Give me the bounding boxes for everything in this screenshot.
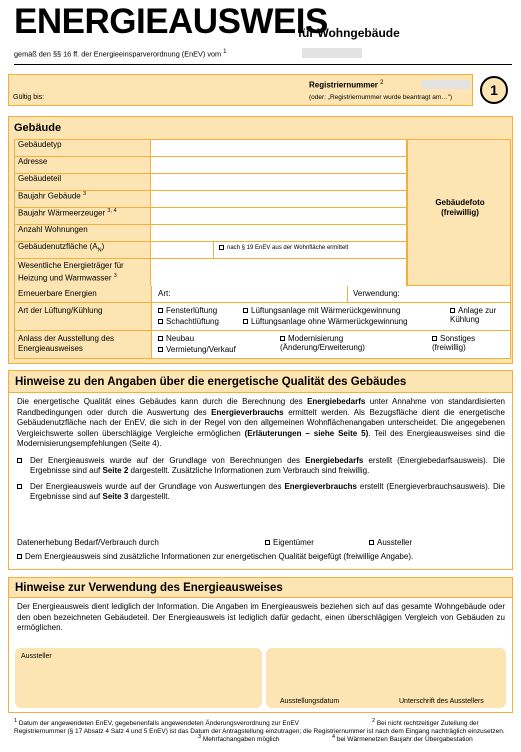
registration-number-field[interactable]	[422, 80, 470, 89]
checkbox[interactable]	[158, 319, 163, 324]
footnote-text: Bei nicht rechtzeitiger Zuteilung der Registriernummer (§ 17 Absatz 4 Satz 4 und 5 EnEV) ist das Datum der Antragstellung einzutragen; die Registriernummer ist nach dem Eingang nachträglich einzusetzen.	[14, 720, 505, 736]
reference-footnote-mark: 1	[223, 48, 227, 55]
usage-title: Hinweise zur Verwendung des Energieausweises	[15, 582, 283, 594]
heater-year-field[interactable]	[151, 208, 407, 225]
intro-text: . Teil des Energieausweises sind die Modernisierungsempfehlungen (Seite 4).	[17, 428, 505, 448]
item-text: erstellt (Energieverbrauchsausweis). Die Ergebnisse sind auf	[30, 481, 506, 501]
title-divider	[14, 64, 512, 65]
renewable-art-field[interactable]	[152, 286, 348, 302]
item-bold: Seite 3	[102, 492, 129, 501]
checkbox[interactable]	[17, 458, 22, 463]
date-signature-field[interactable]	[266, 648, 506, 708]
footnote-number: 3	[198, 734, 202, 740]
row-label-building-type	[15, 140, 151, 157]
photo-sublabel: (freiwillig)	[441, 208, 479, 217]
area-divider	[213, 242, 214, 258]
ventilation-options	[152, 303, 510, 330]
footnote-4	[332, 733, 473, 744]
item-text: erstellt (Energiebedarfsausweis). Die Ergebnisse sind auf	[30, 455, 505, 475]
ventilation-row	[14, 303, 511, 331]
intro-bold: (Erläuterungen – siehe Seite 5)	[244, 428, 369, 438]
option-text	[30, 482, 505, 503]
usage-text: Der Energieausweis dient lediglich der Information. Die Angaben im Energieausweis beziehen sich auf das gesamte Wohngebäude oder den oben bezeichneten Gebäudeteil. Der Energieausweis ist lediglich dafür gedacht, einen überschlägigen Vergleich von Gebäuden zu ermöglichen.	[17, 602, 505, 632]
option-other[interactable]	[432, 334, 508, 352]
building-type-field[interactable]	[151, 140, 407, 157]
option-text: Neubau	[166, 334, 195, 343]
reference-text: gemäß den §§ 16 ff. der Energieeinsparverordnung (EnEV) vom	[14, 49, 222, 59]
footnote-number: 2	[372, 718, 376, 724]
extra-info-option[interactable]	[17, 552, 413, 561]
intro-bold: Energieverbrauchs	[211, 407, 284, 417]
energy-carriers-field[interactable]	[151, 259, 407, 289]
option-text: Vermietung/Verkauf	[166, 345, 236, 354]
data-collection-row	[17, 538, 507, 547]
usage-header	[9, 578, 512, 598]
checkbox[interactable]	[17, 484, 22, 489]
option-text	[30, 456, 505, 477]
option-text: Sonstiges (freiwillig)	[432, 334, 476, 352]
row-label-text: Anzahl Wohnungen	[18, 225, 88, 234]
item-text: dargestellt.	[128, 492, 170, 501]
row-label-text: Baujahr Gebäude	[18, 191, 81, 201]
year-built-field[interactable]	[151, 191, 407, 208]
hints-body	[17, 397, 505, 503]
option-text: Eigentümer	[273, 538, 314, 547]
reason-label: Anlass der Ausstellung des Energieausweises	[18, 334, 115, 353]
option-text: Schachtlüftung	[166, 317, 219, 326]
issue-date-label: Ausstellungsdatum	[280, 698, 340, 705]
checkbox[interactable]	[432, 336, 437, 341]
row-label-building-part	[15, 174, 151, 191]
option-text: Modernisierung (Änderung/Erweiterung)	[280, 334, 365, 352]
intro-text: Die energetische Qualität eines Gebäudes kann durch die Berechnung des	[17, 397, 308, 406]
row-label-year-built	[15, 191, 151, 208]
usable-area-field[interactable]	[151, 242, 407, 259]
area-option-checkbox[interactable]	[219, 245, 224, 250]
reason-label-cell	[15, 331, 152, 358]
checkbox[interactable]	[369, 540, 374, 545]
valid-until-label: Gültig bis:	[13, 94, 45, 101]
row-label-text: Adresse	[18, 157, 48, 166]
row-label-text: Wesentliche Energieträger für Heizung und Warmwasser	[18, 261, 124, 283]
item-bold: Energiebedarfs	[305, 455, 364, 465]
signature-label: Unterschrift des Ausstellers	[399, 698, 484, 705]
issuer-field[interactable]	[15, 648, 262, 708]
regulation-reference	[14, 48, 227, 58]
row-label-heater-year	[15, 208, 151, 225]
option-text: Fensterlüftung	[166, 306, 218, 315]
owner-option[interactable]	[265, 538, 314, 547]
registration-sup: 2	[380, 80, 384, 86]
registration-hint: (oder: „Registriernummer wurde beantragt am…")	[309, 94, 453, 101]
item-text: Der Energieausweis wurde auf der Grundlage von Auswertungen des	[30, 481, 285, 491]
option-text: Dem Energieausweis sind zusätzliche Informationen zur energetischen Qualität beigefügt (freiwillige Angabe).	[25, 552, 414, 561]
data-collection-label: Datenerhebung Bedarf/Verbrauch durch	[17, 538, 159, 547]
renewable-label-cell	[15, 286, 152, 302]
usage-section	[8, 577, 513, 713]
footnote-text: Mehrfachangaben möglich	[202, 736, 280, 744]
row-label-apartments	[15, 225, 151, 242]
row-sub: N	[97, 247, 102, 254]
hints-section	[8, 370, 513, 570]
option-rent-sale[interactable]	[158, 345, 236, 354]
row-label-text: Gebäudeteil	[18, 174, 62, 183]
row-sup: 3	[113, 273, 117, 279]
date-field[interactable]	[302, 48, 362, 58]
option-window-ventilation[interactable]	[158, 306, 217, 315]
renewable-row	[14, 286, 511, 303]
item-text: Der Energieausweis wurde auf der Grundlage von Berechnungen des	[30, 455, 306, 465]
photo-label: Gebäudefoto	[435, 198, 485, 207]
renewable-usage-field[interactable]	[348, 286, 510, 302]
option-modernization[interactable]	[280, 334, 405, 352]
issuer-label: Aussteller	[21, 653, 52, 660]
reason-options	[152, 331, 510, 358]
intro-text: unter Annahme von standardisierten Randbedingungen oder durch die Auswertung des	[17, 397, 506, 417]
row-label-text: Gebäudetyp	[18, 140, 62, 149]
apartments-field[interactable]	[151, 225, 407, 242]
consumption-based-option[interactable]	[17, 482, 505, 503]
option-ventilation-with-recovery[interactable]	[243, 306, 400, 315]
footnote-number: 1	[14, 718, 18, 724]
option-ventilation-without-recovery[interactable]	[243, 317, 408, 326]
building-table	[14, 139, 407, 289]
building-part-field[interactable]	[151, 174, 407, 191]
checkbox[interactable]	[265, 540, 270, 545]
registration-label	[309, 80, 384, 90]
row-suffix: )	[101, 242, 105, 251]
option-text: Aussteller	[377, 538, 413, 547]
header-block	[0, 0, 521, 70]
demand-based-option[interactable]	[17, 456, 505, 477]
area-option-text: nach § 19 EnEV aus der Wohnfläche ermittelt	[227, 245, 349, 252]
document-subtitle: für Wohngebäude	[298, 26, 400, 40]
registration-label-text: Registriernummer	[309, 80, 378, 90]
option-text: Lüftungsanlage mit Wärmerückgewinnung	[251, 306, 401, 315]
option-new-build[interactable]	[158, 334, 194, 343]
usage-label: Verwendung:	[353, 289, 400, 298]
option-shaft-ventilation[interactable]	[158, 317, 219, 326]
document-title: ENERGIEAUSWEIS	[14, 2, 328, 41]
checkbox[interactable]	[243, 308, 248, 313]
checkbox[interactable]	[17, 554, 22, 559]
intro-bold: Energiebedarfs	[307, 397, 366, 406]
option-text: Anlage zur Kühlung	[450, 306, 497, 324]
hints-header	[9, 371, 512, 393]
building-section-title: Gebäude	[14, 122, 62, 134]
hints-title: Hinweise zu den Angaben über die energetische Qualität des Gebäudes	[15, 376, 407, 388]
area-option[interactable]	[219, 245, 348, 251]
art-label: Art:	[158, 289, 171, 298]
row-sup: 3	[82, 191, 87, 197]
checkbox[interactable]	[450, 308, 455, 313]
footnote-3	[198, 733, 279, 744]
ventilation-label-cell	[15, 303, 152, 330]
renewable-label: Erneuerbare Energien	[18, 289, 97, 298]
footnote-text: Datum der angewendeten EnEV, gegebenenfalls angewendeten Änderungsverordnung zur EnEV	[18, 720, 300, 728]
checkbox[interactable]	[158, 336, 163, 341]
row-label-address	[15, 157, 151, 174]
photo-box[interactable]	[407, 139, 511, 286]
row-label-text: Gebäudenutzfläche (A	[18, 242, 98, 251]
ventilation-label: Art der Lüftung/Kühlung	[18, 306, 103, 315]
checkbox[interactable]	[243, 319, 248, 324]
checkbox[interactable]	[158, 308, 163, 313]
issuer-option[interactable]	[369, 538, 412, 547]
row-label-usable-area	[15, 242, 151, 259]
intro-text: ermittelt werden. Als Bezugsfläche dient die energetische Gebäudenutzfläche nach der EnEV, die sich in der Regel von den allgemeinen Wohnflächenangaben unterscheidet. Die angegebenen Vergleichswerte sollen überschlägige Vergleiche ermöglichen	[17, 407, 505, 438]
footnote-number: 4	[332, 734, 336, 740]
page-number-badge: 1	[480, 76, 508, 104]
checkbox[interactable]	[158, 347, 163, 352]
row-label-energy-carriers	[15, 259, 151, 289]
address-field[interactable]	[151, 157, 407, 174]
item-bold: Energieverbrauchs	[284, 481, 357, 491]
option-cooling[interactable]	[450, 306, 508, 324]
hints-intro	[17, 397, 505, 450]
reason-row	[14, 331, 511, 359]
item-text: dargestellt. Zusätzliche Informationen zum Verbrauch sind freiwillig.	[128, 466, 370, 475]
footnote-text: bei Wärmenetzen Baujahr der Übergabestation	[336, 736, 473, 744]
checkbox[interactable]	[280, 336, 285, 341]
row-label-text: Baujahr Wärmeerzeuger	[18, 208, 106, 218]
row-sup: 3, 4	[107, 208, 117, 214]
registration-box	[8, 74, 473, 106]
option-text: Lüftungsanlage ohne Wärmerückgewinnung	[251, 317, 408, 326]
item-bold: Seite 2	[102, 466, 129, 475]
